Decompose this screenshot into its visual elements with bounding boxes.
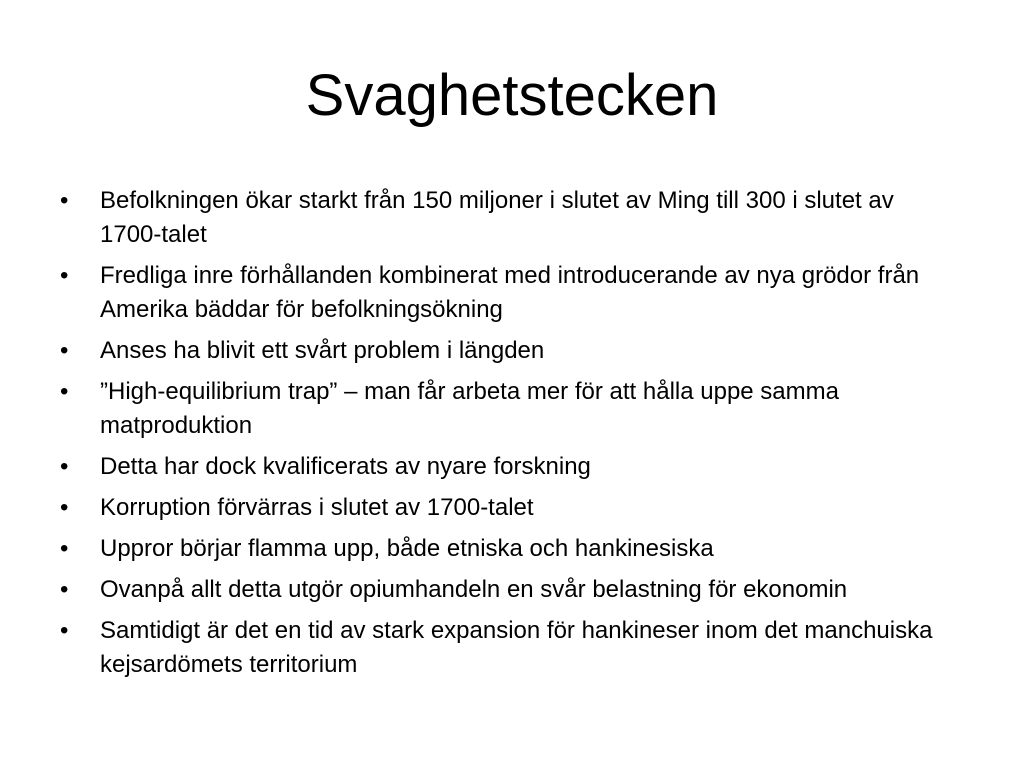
bullet-item (60, 334, 960, 368)
bullet-text: Korruption förvärras i slutet av 1700-talet (100, 494, 534, 521)
bullet-item (60, 375, 960, 443)
bullet-icon: • (60, 535, 69, 562)
bullet-text: Uppror börjar flamma upp, både etniska och hankinesiska (100, 535, 714, 562)
bullet-text: ”High-equilibrium trap” – man får arbeta mer för att hålla uppe samma matproduktion (100, 378, 839, 439)
bullet-item (60, 491, 960, 525)
bullet-text: Fredliga inre förhållanden kombinerat med introducerande av nya grödor från Amerika bäddar för befolkningsökning (100, 262, 920, 323)
bullet-icon: • (60, 187, 69, 214)
bullet-item (60, 259, 960, 327)
bullet-item (60, 573, 960, 607)
bullet-item (60, 532, 960, 566)
bullet-item (60, 450, 960, 484)
bullet-icon: • (60, 617, 69, 644)
bullet-text: Ovanpå allt detta utgör opiumhandeln en svår belastning för ekonomin (100, 576, 848, 603)
bullet-icon: • (60, 337, 69, 364)
bullet-item (60, 184, 960, 252)
bullet-list (60, 184, 960, 689)
bullet-text: Samtidigt är det en tid av stark expansion för hankineser inom det manchuiska kejsardömets territorium (100, 617, 933, 678)
bullet-icon: • (60, 494, 69, 521)
bullet-text: Detta har dock kvalificerats av nyare forskning (100, 453, 591, 480)
bullet-item (60, 614, 960, 682)
slide-title: Svaghetstecken (305, 63, 719, 128)
bullet-icon: • (60, 453, 69, 480)
bullet-text: Befolkningen ökar starkt från 150 miljoner i slutet av Ming till 300 i slutet av 1700-talet (100, 187, 894, 248)
bullet-icon: • (60, 378, 69, 405)
bullet-icon: • (60, 262, 69, 289)
bullet-text: Anses ha blivit ett svårt problem i längden (100, 337, 545, 364)
bullet-icon: • (60, 576, 69, 603)
